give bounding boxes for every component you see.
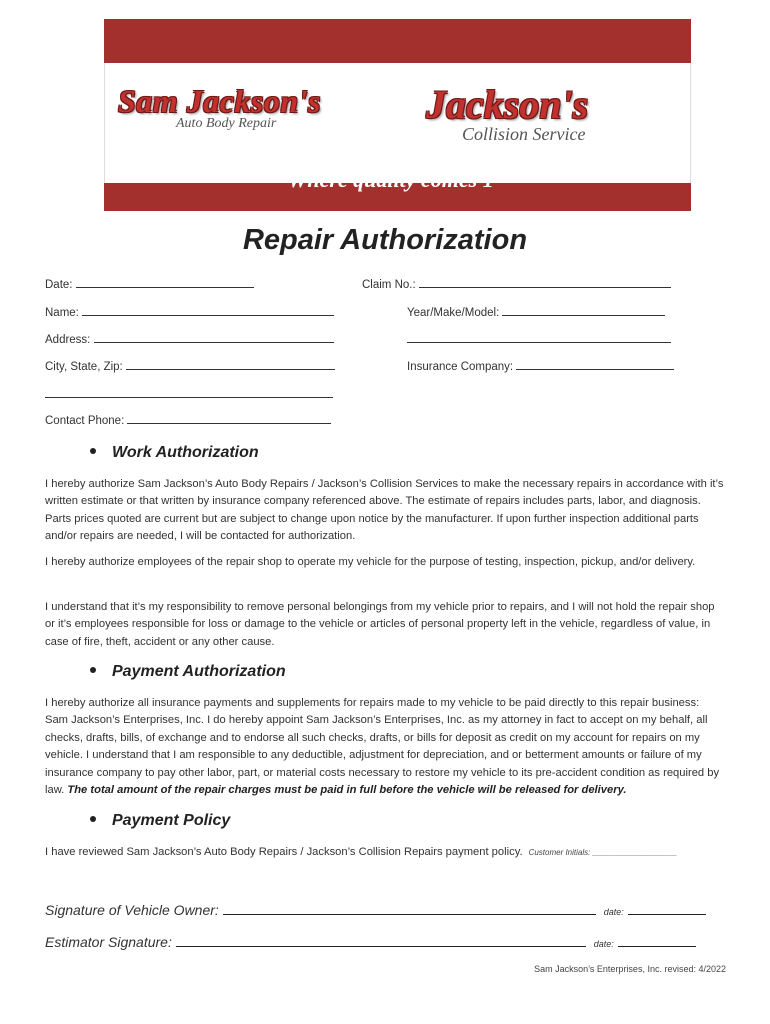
logo-right-title: Jackson's bbox=[426, 82, 589, 127]
address-continued-field[interactable] bbox=[45, 388, 333, 401]
date-field[interactable]: Date: bbox=[45, 278, 254, 291]
year-make-model-field[interactable]: Year/Make/Model: bbox=[407, 306, 665, 319]
logo-left-subtitle: Auto Body Repair bbox=[176, 116, 277, 131]
logo-right-subtitle: Collision Service bbox=[462, 124, 586, 144]
name-field[interactable]: Name: bbox=[45, 306, 334, 319]
page-title: Repair Authorization bbox=[242, 224, 528, 256]
sam-jacksons-logo bbox=[118, 83, 321, 132]
policy-paragraph: I have reviewed Sam Jackson’s Auto Body Repairs / Jackson’s Collision Repairs payment policy. Customer Initials: ___________________ bbox=[45, 846, 678, 858]
logo-left-title: Sam Jackson's bbox=[118, 83, 321, 119]
estimator-signature-field[interactable]: Estimator Signature: date: bbox=[45, 934, 696, 950]
jacksons-logo bbox=[426, 81, 588, 145]
contact-phone-field[interactable]: Contact Phone: bbox=[45, 414, 331, 427]
address-line-2-field[interactable] bbox=[407, 333, 671, 346]
banner-top-stripe bbox=[104, 19, 691, 63]
claim-field[interactable]: Claim No.: bbox=[362, 278, 671, 291]
work-paragraph-3: I understand that it’s my responsibility to remove personal belongings from my vehicle prior to repairs, and I will not hold the repair shop or it’s employees responsible for loss or damage to the vehicle or articles of personal property left in the vehicle, regardless of value, in case of fire, theft, accident or any other cause. bbox=[45, 601, 715, 648]
bullet-icon bbox=[90, 816, 96, 822]
customer-initials-field[interactable]: Customer Initials: ___________________ bbox=[528, 848, 678, 857]
city-state-zip-field[interactable]: City, State, Zip: bbox=[45, 360, 335, 373]
payment-bold-notice: The total amount of the repair charges must be paid in full before the vehicle will be released for delivery. bbox=[67, 784, 627, 797]
work-paragraph-2: I hereby authorize employees of the repair shop to operate my vehicle for the purpose of testing, inspection, pickup, and/or delivery. bbox=[45, 556, 696, 568]
work-authorization-heading: Work Authorization bbox=[90, 444, 259, 462]
footer-revision: Sam Jackson’s Enterprises, Inc. revised: 4/2022 bbox=[534, 964, 726, 974]
tagline: "Where quality comes 1st " bbox=[275, 167, 520, 192]
payment-paragraph: I hereby authorize all insurance payments and supplements for repairs made to my vehicle to be paid directly to this repair business: Sam Jackson’s Enterprises, Inc. I do hereby appoint Sam Jackson’s Enterprises, Inc. as my attorney in fact to accept on my behalf, all checks, drafts, bills, of exchange and to endorse all such checks, drafts, or bills for deposit as credit on my account for repairs on my vehicle. I understand that I am responsible to any deductible, adjustment for depreciation, and or betterment amounts or failure of my insurance company to pay other labor, part, or material costs necessary to restore my vehicle to its pre-accident condition as required by law. The total amount of the repair charges must be paid in full before the vehicle will be released for delivery. bbox=[45, 697, 720, 797]
header-banner bbox=[104, 19, 691, 211]
payment-authorization-heading: Payment Authorization bbox=[90, 663, 286, 681]
address-field[interactable]: Address: bbox=[45, 333, 334, 346]
work-paragraph-1: I hereby authorize Sam Jackson’s Auto Body Repairs / Jackson’s Collision Services to make the necessary repairs in accordance with it’s written estimate or that written by insurance company referenced above. The estimate of repairs includes parts, labor, and diagnosis. Parts prices quoted are current but are subject to change upon notice by the manufacturer. If upon further inspection additional parts and/or repairs are needed, I will be contacted for authorization. bbox=[45, 478, 724, 543]
insurance-company-field[interactable]: Insurance Company: bbox=[407, 360, 674, 373]
owner-signature-field[interactable]: Signature of Vehicle Owner: date: bbox=[45, 902, 706, 918]
bullet-icon bbox=[90, 448, 96, 454]
bullet-icon bbox=[90, 667, 96, 673]
payment-policy-heading: Payment Policy bbox=[90, 812, 230, 830]
